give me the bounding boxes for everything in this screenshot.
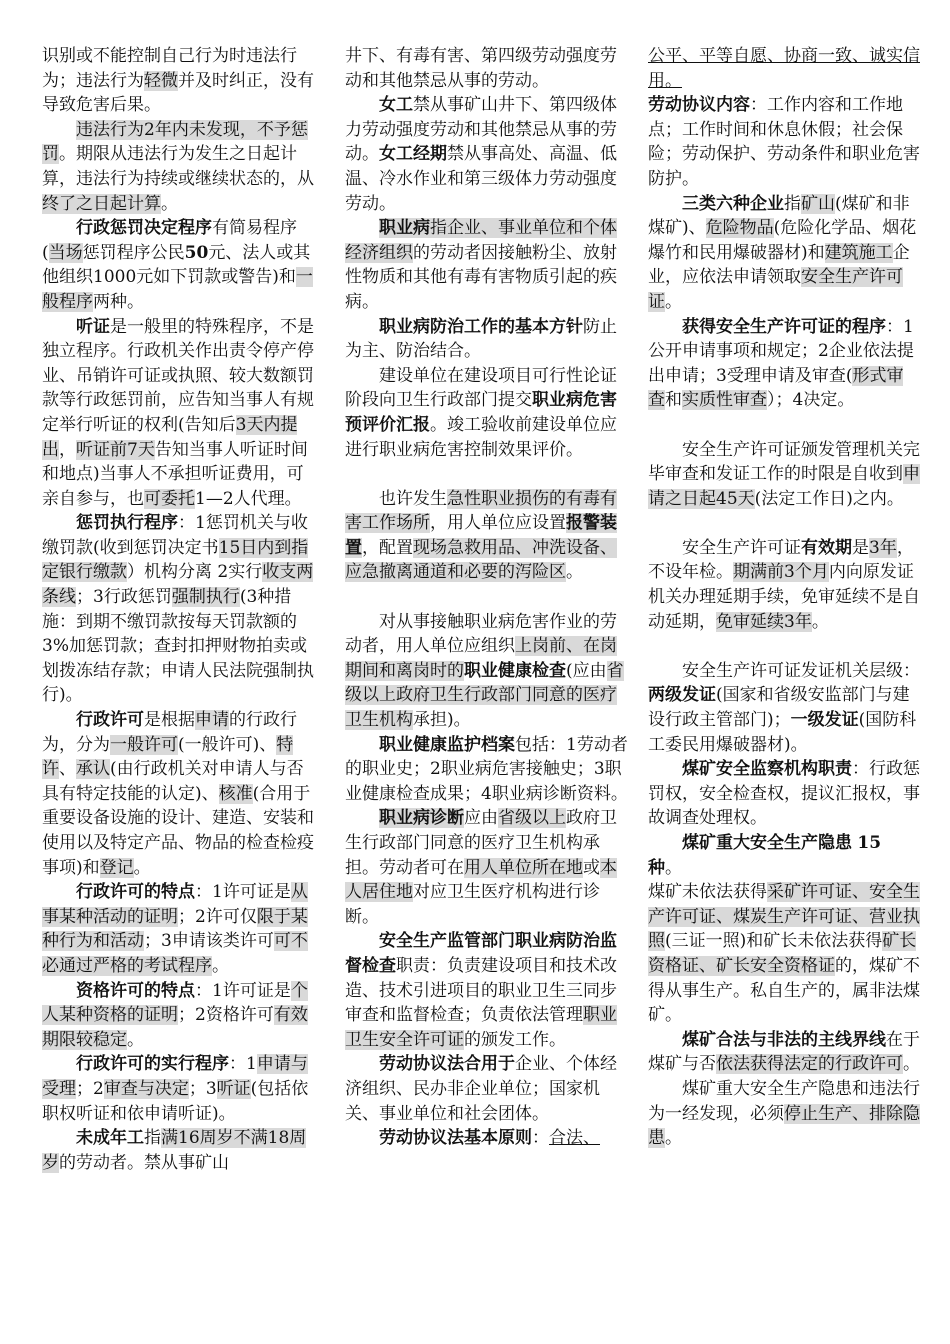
- paragraph-permit-time-limit: 安全生产许可证颁发管理机关完毕审查和发证工作的时限是自收到申请之日起45天(法定工作日)之内。: [648, 439, 920, 509]
- paragraph-permit-validity: 安全生产许可证有效期是3年，不设年检。期满前3个月内向原发证机关办理延期手续，免审延续不是自动延期，免审延续3年。: [648, 537, 920, 632]
- paragraph-labor-law-scope: 劳动协议法合用于企业、个体经济组织、民办非企业单位；国家机关、事业单位和社会团体。: [345, 1054, 617, 1124]
- paragraph-major-hazards: 煤矿重大安全生产隐患 15 种。: [648, 833, 882, 878]
- paragraph-contract-content: 劳动协议内容：工作内容和工作地点；工作时间和休息休假；社会保险；劳动保护、劳动条件和职业危害防护。: [648, 95, 920, 189]
- paragraph-penalty-execution: 惩罚执行程序：1惩罚机关与收缴罚款(收到惩罚决定书15日内到指定银行缴款）机构分离 2实行收支两条线；3行政惩罚强制执行(3种措施：到期不缴罚款按每天罚款额的3%加惩罚款；查封扣押财物拍卖或划拨冻结存款；申请人民法院强制执行)。: [42, 513, 314, 706]
- paragraph-occupational-disease: 职业病指企业、事业单位和个体经济组织的劳动者因接触粉尘、放射性物质和其他有毒有害物质引起的疾病。: [345, 218, 617, 312]
- paragraph-health-archive: 职业健康监护档案包括：1劳动者的职业史；2职业病危害接触史；3职业健康检查成果；4职业病诊断资料。: [345, 734, 628, 804]
- paragraph-health-check: 对从事接触职业病危害作业的劳动者，用人单位应组织上岗前、在岗期间和离岗时的职业健康检查(应由省级以上政府卫生行政部门同意的医疗卫生机构承担)。: [345, 611, 624, 731]
- paragraph-stop-production: 煤矿重大安全生产隐患和违法行为一经发现，必须停止生产、排除隐患。: [648, 1078, 920, 1149]
- paragraph-enterprise-types: 三类六种企业指矿山(煤矿和非煤矿)、危险物品(危险化学品、烟花爆竹和民用爆破器材)和建筑施工企业，应依法申请领取安全生产许可证。: [648, 193, 917, 312]
- paragraph-emergency-setup: 也许发生急性职业损伤的有毒有害工作场所，用人单位应设置报警装置，配置现场急救用品、冲洗设备、应急撤离通道和必要的泻险区。: [345, 488, 617, 583]
- paragraph-principle-tail: 公平、平等自愿、协商一致、诚实信用。: [648, 46, 920, 91]
- paragraph-penalty-procedure: 行政惩罚决定程序有简易程序(当场惩罚程序公民50元、法人或其他组织1000元如下罚款或警告)和一般程序两种。: [42, 218, 313, 312]
- paragraph-pre-assessment: 建设单位在建设项目可行性论证阶段向卫生行政部门提交职业病危害预评价汇报。竣工验收前建设单位应进行职业病危害控制效果评价。: [345, 365, 617, 460]
- paragraph-permit-procedure: 获得安全生产许可证的程序：1公开申请事项和规定；2企业依法提出申请；3受理申请及审查(形式审查和实质性审查）；4决定。: [648, 316, 914, 411]
- paragraph-qualification-features: 资格许可的特点：1许可证是个人某种资格的证明；2资格许可有效期限较稳定。: [42, 980, 308, 1050]
- paragraph-violation-tail: 识别或不能控制自己行为时违法行为；违法行为轻微并及时纠正，没有导致危害后果。: [42, 46, 314, 116]
- paragraph-labor-law-principle: 劳动协议法基本原则：合法、: [379, 1128, 600, 1149]
- paragraph-illegal-mine: 煤矿未依法获得采矿许可证、安全生产许可证、煤炭生产许可证、营业执照(三证一照)和矿长未依法获得矿长资格证、矿长安全资格证的，煤矿不得从事生产。私自生产的，属非法煤矿。: [648, 882, 920, 1026]
- paragraph-prevention-policy: 职业病防治工作的基本方针防止为主、防治结合。: [345, 316, 617, 362]
- paragraph-legal-boundary: 煤矿合法与非法的主线界线在于煤矿与否依法获得法定的行政许可。: [648, 1029, 920, 1075]
- paragraph-hearing: 听证是一般里的特殊程序，不是独立程序。行政机关作出责令停产停业、吊销许可证或执照、较大数额罚款等行政惩罚前，应告知当事人有规定举行听证的权利(告知后3天内提出，听证前7天告知当事人听证时间和地点)当事人不承担听证费用，可亲自参与，也可委托1—2人代理。: [42, 316, 314, 509]
- paragraph-coal-supervision: 煤矿安全监察机构职责：行政惩罚权，安全检查权，提议汇报权，事故调查处理权。: [648, 759, 920, 829]
- paragraph-juvenile-tail: 井下、有毒有害、第四级劳动强度劳动和其他禁忌从事的劳动。: [345, 46, 617, 91]
- paragraph-supervision-duty: 安全生产监管部门职业病防治监督检查职责：负责建设项目和技术改造、技术引进项目的职业卫生三同步审查和监督检查；负责依法管理职业卫生安全许可证的颁发工作。: [345, 931, 617, 1050]
- paragraph-issuer-levels: 安全生产许可证发证机关层级：两级发证(国家和省级安监部门与建设行政主管部门)；一级发证(国防科工委民用爆破器材)。: [648, 660, 920, 755]
- paragraph-admin-license: 行政许可是根据申请的行政行为，分为一般许可(一般许可)、特许、承认(由行政机关对申请人与否具有特定技能的认定)、核准(合用于重要设备设施的设计、建造、安装和使用以及特定产品、物品的检查检疫事项)和登记。: [42, 710, 314, 878]
- paragraph-license-procedure: 行政许可的实行程序：1申请与受理；2审查与决定；3听证(包括依职权听证和依申请听证)。: [42, 1054, 309, 1124]
- paragraph-female-worker: 女工禁从事矿山井下、第四级体力劳动强度劳动和其他禁忌从事的劳动。女工经期禁从事高处、高温、低温、冷水作业和第三级体力劳动强度劳动。: [345, 95, 617, 214]
- column-3: [648, 44, 920, 1151]
- paragraph-juvenile-worker: 未成年工指满16周岁不满18周岁的劳动者。禁从事矿山: [42, 1128, 307, 1173]
- paragraph-license-features: 行政许可的特点：1许可证是从事某种活动的证明；2许可仅限于某种行为和活动；3申请该类许可可不必通过严格的考试程序。: [42, 882, 308, 976]
- column-1: [42, 44, 314, 1175]
- column-2: [345, 44, 630, 1151]
- paragraph-no-penalty: 违法行为2年内未发现，不予惩罚。期限从违法行为发生之日起计算，违法行为持续或继续状态的，从终了之日起计算。: [42, 119, 314, 214]
- paragraph-diagnosis: 职业病诊断应由省级以上政府卫生行政部门同意的医疗卫生机构承担。劳动者可在用人单位所在地或本人居住地对应卫生医疗机构进行诊断。: [345, 808, 617, 927]
